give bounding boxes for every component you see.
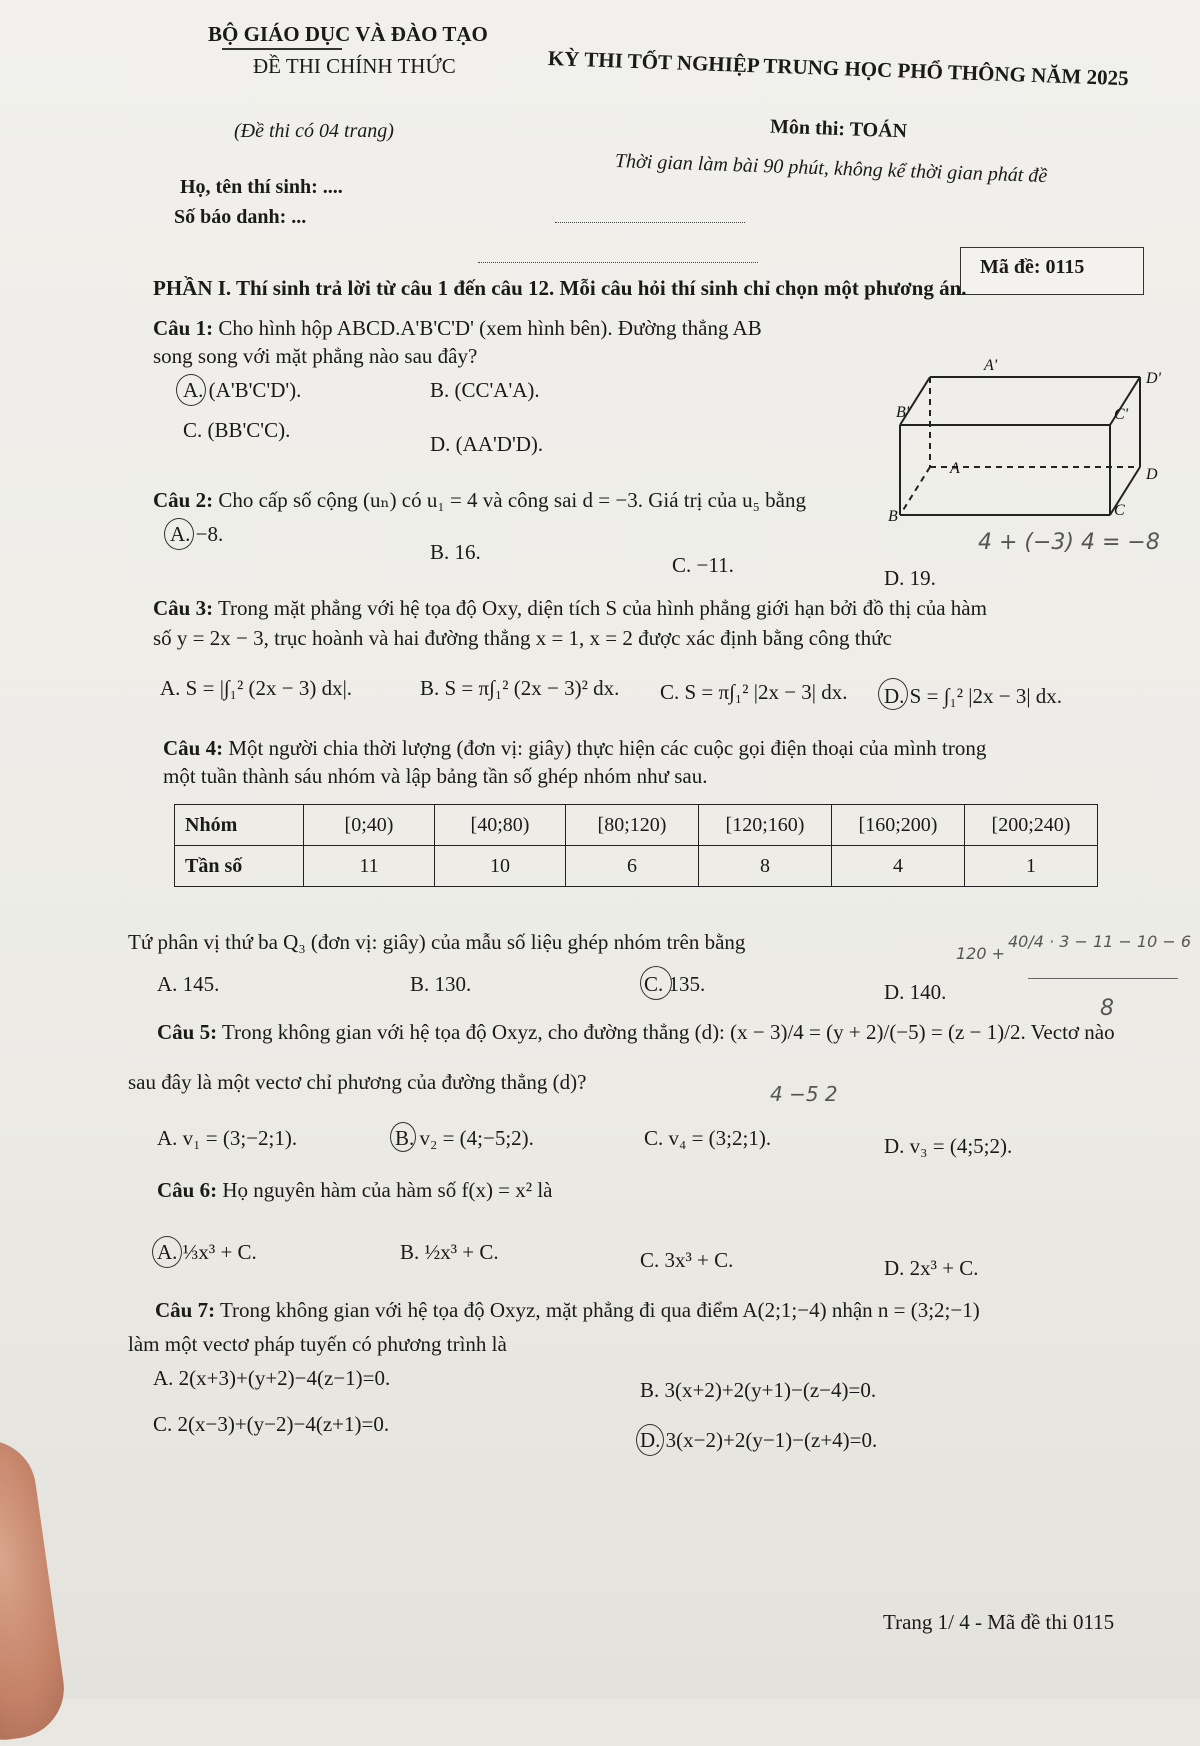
table-cell: [40;80): [435, 805, 566, 846]
question-2: [153, 488, 806, 513]
subject: Môn thi: TOÁN: [769, 115, 908, 143]
question-3: [153, 596, 987, 621]
q7-label: Câu 7:: [155, 1298, 216, 1322]
q5-option-a: A. v₁ = (3;−2;1).: [157, 1126, 298, 1150]
page-footer: Trang 1/ 4 - Mã đề thi 0115: [883, 1610, 1115, 1634]
q5-option-c: C. v₄ = (3;2;1).: [644, 1126, 772, 1150]
fig-label-Dp: D': [1146, 370, 1161, 387]
q7-text-2: làm một vectơ pháp tuyến có phương trình là: [128, 1332, 507, 1356]
q6-option-c: C. 3x³ + C.: [640, 1248, 734, 1272]
part1-instructions: [153, 276, 967, 301]
handwritten-fraction-line: [1028, 978, 1178, 979]
frequency-table: [174, 804, 1098, 887]
handwritten-note-q2: 4 + (−3) 4 = −8: [978, 530, 1160, 555]
official-label: ĐỀ THI CHÍNH THỨC: [253, 54, 456, 78]
q4-option-d: D. 140.: [884, 980, 947, 1004]
table-cell: 10: [435, 846, 566, 887]
q1-label: Câu 1:: [153, 316, 214, 340]
q3-text-2: số y = 2x − 3, trục hoành và hai đường thẳng x = 1, x = 2 được xác định bằng công thức: [153, 626, 892, 650]
q6-label: Câu 6:: [157, 1178, 218, 1202]
candidate-name-label: Họ, tên thí sinh: ....: [180, 176, 343, 198]
handwritten-note-q4a: 120 +: [956, 944, 1006, 963]
q2-option-a: A. −8.: [170, 522, 224, 546]
q2-label: Câu 2:: [153, 488, 214, 512]
fig-label-Bp: B': [896, 404, 910, 421]
q7-text: Trong không gian với hệ tọa độ Oxyz, mặt phẳng đi qua điểm A(2;1;−4) nhận n = (3;2;−1): [219, 1298, 980, 1322]
handwritten-note-q4b: 40/4 · 3 − 11 − 10 − 6: [1008, 932, 1191, 951]
q3-option-b: B. S = π∫₁² (2x − 3)² dx.: [420, 676, 620, 700]
table-cell: [120;160): [699, 805, 832, 846]
question-6: [157, 1178, 552, 1203]
question-4: [163, 736, 986, 761]
fig-label-A: A: [950, 460, 960, 477]
ministry-underline: [222, 48, 342, 50]
q7-option-d: D. 3(x−2)+2(y−1)−(z+4)=0.: [640, 1428, 878, 1452]
answer-circle: [636, 1424, 664, 1456]
table-cell: [160;200): [832, 805, 965, 846]
dotted-line: [555, 222, 745, 224]
fig-label-C: C: [1114, 502, 1125, 519]
q7-option-b: B. 3(x+2)+2(y+1)−(z−4)=0.: [640, 1378, 877, 1402]
fig-label-Ap: A': [984, 357, 998, 374]
answer-circle: [176, 374, 206, 406]
q4-option-c: C. 135.: [644, 972, 706, 996]
q4-option-b: B. 130.: [410, 972, 472, 996]
exam-time: Thời gian làm bài 90 phút, không kể thời gian phát đề: [614, 150, 1048, 188]
q1-option-d: D. (AA'D'D).: [430, 432, 544, 456]
q5-option-b: B. v₂ = (4;−5;2).: [395, 1126, 534, 1150]
handwritten-note-q5: 4 −5 2: [770, 1082, 838, 1106]
q2-option-d: D. 19.: [884, 566, 936, 590]
handwritten-note-q4c: 8: [1100, 996, 1114, 1021]
question-7: [155, 1298, 980, 1323]
thumb: [0, 1434, 70, 1746]
q3-option-a: A. S = |∫₁² (2x − 3) dx|.: [160, 676, 353, 700]
q1-text-2: song song với mặt phẳng nào sau đây?: [153, 344, 478, 368]
fig-label-Cp: C': [1114, 406, 1129, 423]
q7-option-a: A. 2(x+3)+(y+2)−4(z−1)=0.: [153, 1366, 391, 1390]
question-5: [157, 1020, 1115, 1045]
q6-option-b: B. ½x³ + C.: [400, 1240, 499, 1264]
table-cell: 6: [566, 846, 699, 887]
parallelepiped-figure: [888, 355, 1161, 535]
q4-text-3: Tứ phân vị thứ ba Q₃ (đơn vị: giây) của mẫu số liệu ghép nhóm trên bằng: [128, 930, 746, 954]
q1-option-b: B. (CC'A'A).: [430, 378, 540, 402]
q5-text: Trong không gian với hệ tọa độ Oxyz, cho đường thẳng (d): (x − 3)/4 = (y + 2)/(−5) = (z − 1)/2. Vectơ nào: [221, 1020, 1115, 1044]
q2-option-c: C. −11.: [672, 553, 734, 577]
answer-circle: [164, 518, 194, 550]
exam-code: Mã đề: 0115: [980, 256, 1085, 278]
answer-circle: [640, 966, 672, 1000]
table-cell: [80;120): [566, 805, 699, 846]
answer-circle: [390, 1122, 416, 1152]
table-header-cell: Tần số: [175, 846, 304, 887]
q2-text: Cho cấp số cộng (uₙ) có u₁ = 4 và công sai d = −3. Giá trị của u₅ bằng: [218, 488, 806, 512]
q4-text-2: một tuần thành sáu nhóm và lập bảng tần số ghép nhóm như sau.: [163, 764, 708, 788]
q5-option-d: D. v₃ = (4;5;2).: [884, 1134, 1013, 1158]
candidate-number-label: Số báo danh: ...: [174, 206, 307, 228]
table-cell: 11: [304, 846, 435, 887]
q3-label: Câu 3:: [153, 596, 214, 620]
part1-text: PHẦN I. Thí sinh trả lời từ câu 1 đến câu 12. Mỗi câu hỏi thí sinh chỉ chọn một phương án.: [153, 276, 967, 300]
q1-text: Cho hình hộp ABCD.A'B'C'D' (xem hình bên). Đường thẳng AB: [218, 316, 762, 340]
fig-label-D: D: [1146, 466, 1158, 483]
q5-label: Câu 5:: [157, 1020, 218, 1044]
question-1: [153, 316, 762, 341]
q4-label: Câu 4:: [163, 736, 224, 760]
q1-option-c: C. (BB'C'C).: [183, 418, 291, 442]
answer-circle: [152, 1236, 182, 1268]
table-cell: 4: [832, 846, 965, 887]
dotted-line-2: [478, 262, 758, 264]
q6-text: Họ nguyên hàm của hàm số f(x) = x² là: [222, 1178, 553, 1202]
q3-option-c: C. S = π∫₁² |2x − 3| dx.: [660, 680, 848, 704]
table-row: [175, 846, 1098, 887]
answer-circle: [878, 678, 908, 710]
table-cell: [200;240): [965, 805, 1098, 846]
table-cell: 1: [965, 846, 1098, 887]
q7-option-c: C. 2(x−3)+(y−2)−4(z+1)=0.: [153, 1412, 390, 1436]
q3-text: Trong mặt phẳng với hệ tọa độ Oxy, diện tích S của hình phẳng giới hạn bởi đồ thị của hàm: [217, 596, 987, 620]
q4-option-a: A. 145.: [157, 972, 220, 996]
table-header-cell: Nhóm: [175, 805, 304, 846]
table-cell: [0;40): [304, 805, 435, 846]
fig-label-B: B: [888, 508, 898, 525]
table-row: [175, 805, 1098, 846]
q6-option-d: D. 2x³ + C.: [884, 1256, 979, 1280]
q4-text: Một người chia thời lượng (đơn vị: giây) thực hiện các cuộc gọi điện thoại của mình trong: [228, 736, 987, 760]
q1-option-a: A. (A'B'C'D').: [183, 378, 302, 402]
pages-note: (Đề thi có 04 trang): [234, 120, 394, 142]
exam-title: KỲ THI TỐT NGHIỆP TRUNG HỌC PHỔ THÔNG NĂM 2025: [547, 46, 1129, 91]
q3-option-d: D. S = ∫₁² |2x − 3| dx.: [884, 684, 1063, 708]
q6-option-a: A. ⅓x³ + C.: [157, 1240, 257, 1264]
q2-option-b: B. 16.: [430, 540, 481, 564]
table-cell: 8: [699, 846, 832, 887]
ministry-name: BỘ GIÁO DỤC VÀ ĐÀO TẠO: [208, 22, 488, 46]
q5-text-2: sau đây là một vectơ chỉ phương của đường thẳng (d)?: [128, 1070, 587, 1094]
